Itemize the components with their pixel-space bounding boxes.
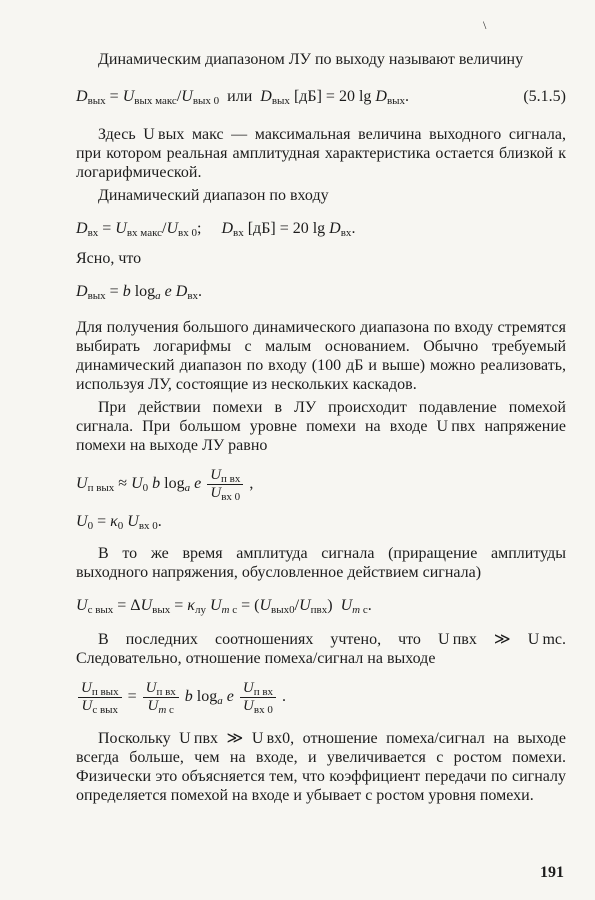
equation-signal-output: $U_{с вых} = \Delta U_{вых} = \kappa_{лу}$ $U_{m с} = (U_{вых0}/U_{пвх})$ $U_{m с}$. [76, 597, 372, 616]
paragraph-here: Здесь U вых макс — максимальная величина выходного сигнала, при котором реальная амплитудная характеристика остается близкой к логарифмической. [76, 126, 566, 181]
page-body [76, 44, 566, 805]
equation-number: (5.1.5) [523, 88, 566, 105]
paragraph-large-range: Для получения большого динамического диапазона по входу стремятся выбирать логарифмы с малым основанием. Обычно требуемый динамический диапазон по входу (100 дБ и выше) можно реализовать, используя ЛУ, состоящие из нескольких каскадов. [76, 319, 566, 393]
paragraph-signal-amplitude: В то же время амплитуда сигнала (приращение амплитуды выходного напряжения, обусловленное действием сигнала) [76, 545, 566, 581]
paragraph-interference: При действии помехи в ЛУ происходит подавление помехой сигнала. При большом уровне помехи на входе U пвх напряжение помехи на выходе ЛУ равно [76, 399, 566, 454]
equation-interference-output: $U_{п вых} \approx U_0$ b $\log_a e$ $\frac{U_{п вх}}{U_{вх 0}}$ , [76, 467, 254, 503]
equation-input-range: $D_{вх} = U_{вх макс}/U_{вх 0}$; $D_{вх}$ [дБ] = 20 $\lg D_{вх}$. [76, 220, 356, 239]
paragraph-clear-that: Ясно, что [76, 250, 142, 267]
paragraph-dynamic-range-input: Динамический диапазон по входу [98, 187, 329, 204]
margin-mark: \ [483, 18, 487, 32]
paragraph-since: Поскольку U пвх ≫ U вх0, отношение помеха/сигнал на выходе всегда больше, чем на входе, и увеличивается с ростом помехи. Физически это объясняется тем, что коэффициент передачи по сигналу определяется помехой на входе и убывает с ростом уровня помехи. [76, 730, 566, 804]
equation-dout-din: $D_{вых} = b$ $\log_a e$ $D_{вх}$. [76, 283, 203, 302]
paragraph-dynamic-range-output: Динамическим диапазоном ЛУ по выходу называют величину [98, 51, 524, 68]
equation-5-1-5: $D_{вых} = U_{вых макс}/U_{вых 0}$ или $D_{вых}$ [дБ] = 20 $\lg D_{вых}$. (5.1.5) [76, 88, 566, 107]
equation-u0: $U_0 = \kappa_0$ $U_{вх 0}$. [76, 513, 162, 532]
paragraph-last-relations: В последних соотношениях учтено, что U пвх ≫ U mc. Следовательно, отношение помеха/сигнал на выходе [76, 631, 566, 667]
equation-noise-signal-ratio: $\frac{U_{п вых}}{U_{с вых}}$ = $\frac{U_{п вх}}{U_{m c}}$ b $\log_a e$ $\frac{U_{п вх}}{U_{вх 0}}$ . [76, 680, 566, 715]
page-number: 191 [540, 864, 564, 881]
